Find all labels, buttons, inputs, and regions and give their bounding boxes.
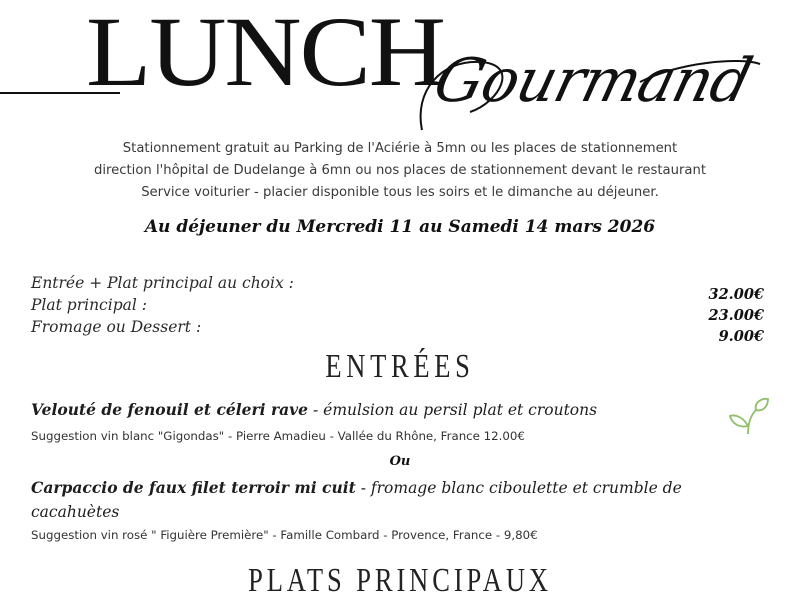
price-value: 23.00€ [708,307,764,324]
section-heading-plats: PLATS PRINCIPAUX [248,562,552,599]
price-label: Plat principal : [31,296,147,314]
separator-ou: Ou [389,454,411,469]
price-value: 32.00€ [708,286,764,303]
menu-title: LUNCH [86,0,444,107]
menu-subtitle: Gourmand [427,46,758,116]
parking-info [0,138,800,204]
info-line: direction l'hôpital de Dudelange à 6mn ou nos places de stationnement devant le restaurant [93,163,707,178]
info-line: Stationnement gratuit au Parking de l'Aciérie à 5mn ou les places de stationnement [122,141,678,156]
dish-item [31,476,731,524]
price-label: Entrée + Plat principal au choix : [31,274,294,292]
price-label: Fromage ou Dessert : [31,318,202,336]
price-values [709,284,765,347]
dish-description: - émulsion au persil plat et croutons [308,401,598,419]
info-line: Service voiturier - placier disponible tous les soirs et le dimanche au déjeuner. [141,185,659,200]
dish-item [31,398,731,422]
section-heading-entrees: ENTRÉES [325,348,475,385]
dish-name: Velouté de fenouil et céleri rave [31,400,309,419]
price-labels [31,272,294,338]
menu-period: Au déjeuner du Mercredi 11 au Samedi 14 mars 2026 [144,217,656,237]
dish-description: - fromage blanc ciboulette et crumble de cacahuètes [31,479,682,521]
leaf-icon [728,396,770,436]
wine-suggestion: Suggestion vin blanc "Gigondas" - Pierre Amadieu - Vallée du Rhône, France 12.00€ [31,429,525,443]
price-value: 9.00€ [718,328,764,345]
dish-name: Carpaccio de faux filet terroir mi cuit [31,478,356,497]
wine-suggestion: Suggestion vin rosé " Figuière Première" - Famille Combard - Provence, France - 9,80€ [31,528,538,542]
